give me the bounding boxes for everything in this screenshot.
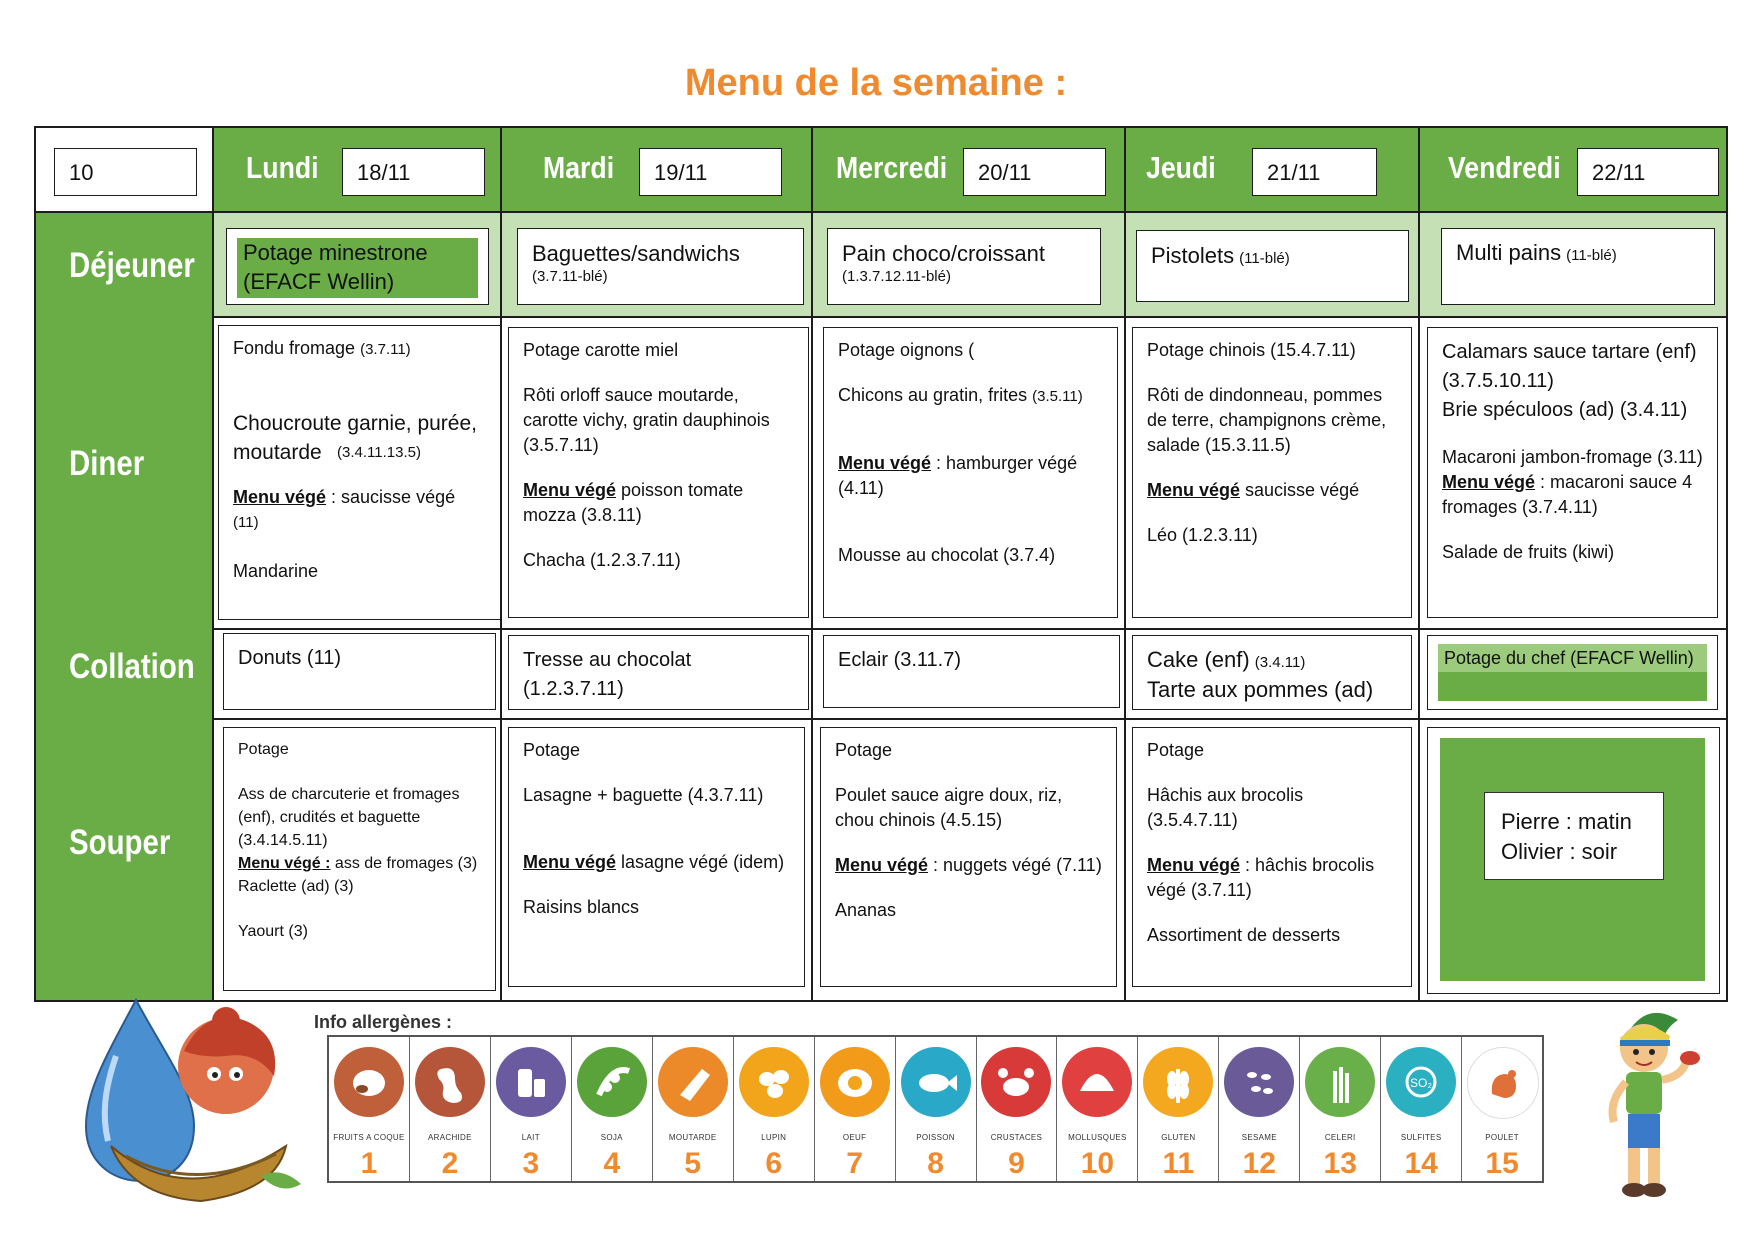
column-divider bbox=[811, 128, 813, 1000]
collation-jeudi-line2: Tarte aux pommes (ad) bbox=[1147, 677, 1374, 702]
dejeuner-mercredi-main: Pain choco/croissant bbox=[842, 241, 1045, 266]
allergen-name: OEUF bbox=[842, 1133, 867, 1142]
souper-jeudi[interactable] bbox=[1132, 727, 1412, 987]
diner-mercredi-plat: Chicons au gratin, frites bbox=[838, 385, 1028, 405]
allergen-cell bbox=[1462, 1037, 1542, 1181]
allergen-name: SOJA bbox=[600, 1133, 623, 1142]
dejeuner-mardi[interactable] bbox=[517, 228, 804, 305]
souper-lundi-vege-label: Menu végé : bbox=[238, 855, 331, 872]
souper-jeudi-dessert: Assortiment de desserts bbox=[1147, 925, 1341, 945]
nut-icon bbox=[334, 1047, 404, 1117]
diner-vendredi-vege-text: : macaroni sauce 4 fromages (3.7.4.11) bbox=[1442, 472, 1693, 517]
date-jeudi[interactable]: 21/11 bbox=[1252, 148, 1377, 196]
allergen-cell bbox=[1138, 1037, 1219, 1181]
allergen-cell bbox=[1300, 1037, 1381, 1181]
collation-jeudi-line1: Cake (enf) bbox=[1147, 647, 1250, 672]
allergen-cell bbox=[491, 1037, 572, 1181]
allergen-number: 10 bbox=[1080, 1147, 1115, 1180]
souper-jeudi-vege-label: Menu végé bbox=[1147, 855, 1241, 875]
diner-jeudi-dessert: Léo (1.2.3.11) bbox=[1147, 525, 1258, 545]
souper-lundi-extra: Raclette (ad) (3) bbox=[238, 878, 354, 895]
staff-schedule-box[interactable] bbox=[1484, 792, 1664, 880]
souper-jeudi-vege-text: : hâchis brocolis végé (3.7.11) bbox=[1147, 855, 1375, 900]
diner-lundi-plat2-allergens: (3.4.11.13.5) bbox=[337, 444, 421, 461]
souper-mercredi[interactable] bbox=[820, 727, 1117, 987]
allergen-name: MOLLUSQUES bbox=[1068, 1133, 1127, 1142]
dejeuner-vendredi[interactable] bbox=[1441, 228, 1715, 305]
allergen-number: 5 bbox=[684, 1147, 702, 1180]
allergen-name: ARACHIDE bbox=[428, 1133, 472, 1142]
row-label-dejeuner: Déjeuner bbox=[69, 246, 195, 285]
collation-mercredi-text: Eclair (3.11.7) bbox=[838, 649, 962, 671]
allergen-number: 1 bbox=[360, 1147, 378, 1180]
row-label-diner: Diner bbox=[69, 444, 145, 483]
diner-mercredi-soupe: Potage oignons ( bbox=[838, 340, 975, 360]
diner-vendredi-line2: Brie spéculoos (ad) (3.4.11) bbox=[1442, 399, 1688, 421]
allergen-number: 12 bbox=[1242, 1147, 1276, 1180]
dejeuner-mercredi-allergens: (1.3.7.12.11-blé) bbox=[842, 268, 951, 285]
wheat-icon bbox=[1143, 1047, 1213, 1117]
diner-lundi-plat2: Choucroute garnie, purée, moutarde bbox=[233, 412, 477, 464]
column-divider bbox=[1418, 128, 1420, 1000]
allergen-name: SESAME bbox=[1241, 1133, 1277, 1142]
diner-lundi-vege-label: Menu végé bbox=[233, 487, 327, 507]
diner-jeudi-soupe: Potage chinois (15.4.7.11) bbox=[1147, 340, 1356, 360]
collation-jeudi-allergens: (3.4.11) bbox=[1254, 654, 1306, 671]
souper-lundi-plat: Ass de charcuterie et fromages (enf), crudités et baguette (3.4.14.5.11) bbox=[238, 786, 460, 849]
collation-vendredi[interactable] bbox=[1427, 635, 1718, 710]
dejeuner-vendredi-allergens: (11-blé) bbox=[1566, 247, 1617, 264]
allergen-name: MOUTARDE bbox=[668, 1133, 717, 1142]
mustard-icon bbox=[658, 1047, 728, 1117]
souper-mercredi-soupe: Potage bbox=[835, 740, 893, 760]
diner-vendredi-dessert: Salade de fruits (kiwi) bbox=[1442, 542, 1615, 562]
souper-mercredi-plat: Poulet sauce aigre doux, riz, chou chinois (4.5.15) bbox=[835, 785, 1063, 830]
diner-mardi-vege-label: Menu végé bbox=[523, 480, 617, 500]
allergen-number: 11 bbox=[1162, 1147, 1195, 1180]
allergen-cell bbox=[1057, 1037, 1138, 1181]
diner-mardi[interactable] bbox=[508, 327, 809, 618]
dejeuner-jeudi-allergens: (11-blé) bbox=[1239, 250, 1290, 267]
souper-jeudi-plat: Hâchis aux brocolis (3.5.4.7.11) bbox=[1147, 785, 1304, 830]
row-header-column bbox=[36, 213, 212, 1000]
diner-lundi-dessert: Mandarine bbox=[233, 561, 319, 581]
page-title: Menu de la semaine : bbox=[684, 62, 1068, 104]
dejeuner-jeudi[interactable] bbox=[1136, 230, 1409, 302]
day-name-lundi: Lundi bbox=[246, 150, 319, 185]
allergen-name: LAIT bbox=[521, 1133, 540, 1142]
souper-jeudi-soupe: Potage bbox=[1147, 740, 1205, 760]
dejeuner-mercredi[interactable] bbox=[827, 228, 1101, 305]
souper-mercredi-dessert: Ananas bbox=[835, 900, 897, 920]
allergen-cell bbox=[410, 1037, 491, 1181]
collation-mercredi[interactable] bbox=[823, 635, 1120, 708]
allergen-name: FRUITS A COQUE bbox=[333, 1133, 405, 1142]
egg-icon bbox=[820, 1047, 890, 1117]
allergen-cell bbox=[734, 1037, 815, 1181]
souper-mercredi-vege-label: Menu végé bbox=[835, 855, 929, 875]
date-mercredi[interactable]: 20/11 bbox=[963, 148, 1106, 196]
diner-mercredi-dessert: Mousse au chocolat (3.7.4) bbox=[838, 545, 1056, 565]
souper-mardi-vege-text: lasagne végé (idem) bbox=[616, 852, 785, 872]
allergen-cell bbox=[977, 1037, 1058, 1181]
shell-icon bbox=[1062, 1047, 1132, 1117]
allergen-number: 3 bbox=[522, 1147, 540, 1180]
diner-vendredi-plat: Macaroni jambon-fromage (3.11) bbox=[1442, 447, 1703, 467]
souper-mardi[interactable] bbox=[508, 727, 805, 987]
date-lundi[interactable]: 18/11 bbox=[342, 148, 485, 196]
diner-jeudi-vege-label: Menu végé bbox=[1147, 480, 1241, 500]
day-name-jeudi: Jeudi bbox=[1146, 150, 1216, 185]
diner-mercredi[interactable] bbox=[823, 327, 1118, 618]
dejeuner-lundi[interactable] bbox=[226, 228, 489, 305]
collation-lundi-text: Donuts (11) bbox=[238, 647, 342, 669]
allergen-name: CRUSTACES bbox=[990, 1133, 1043, 1142]
celery-icon bbox=[1305, 1047, 1375, 1117]
allergen-cell bbox=[572, 1037, 653, 1181]
allergen-cell bbox=[329, 1037, 410, 1181]
allergen-number: 13 bbox=[1323, 1147, 1357, 1180]
collation-lundi[interactable] bbox=[223, 633, 496, 710]
column-divider bbox=[1124, 128, 1126, 1000]
collation-mardi[interactable] bbox=[508, 635, 809, 710]
diner-lundi-vege-allergens: (11) bbox=[233, 514, 259, 531]
row-label-collation: Collation bbox=[69, 647, 195, 686]
collation-jeudi[interactable] bbox=[1132, 635, 1412, 710]
souper-lundi[interactable] bbox=[223, 727, 496, 991]
diner-jeudi-plat: Rôti de dindonneau, pommes de terre, champignons crème, salade (15.3.11.5) bbox=[1147, 385, 1387, 455]
dejeuner-lundi-line2: (EFACF Wellin) bbox=[243, 269, 395, 294]
diner-jeudi-vege-text: saucisse végé bbox=[1240, 480, 1360, 500]
collation-mardi-text: Tresse au chocolat (1.2.3.7.11) bbox=[523, 649, 692, 700]
allergen-name: POISSON bbox=[916, 1133, 955, 1142]
allergen-cell bbox=[896, 1037, 977, 1181]
diner-mardi-soupe: Potage carotte miel bbox=[523, 340, 679, 360]
souper-mardi-soupe: Potage bbox=[523, 740, 581, 760]
allergen-number: 2 bbox=[441, 1147, 459, 1180]
allergen-number: 4 bbox=[603, 1147, 621, 1180]
milk-icon bbox=[496, 1047, 566, 1117]
allergen-number: 15 bbox=[1485, 1147, 1519, 1180]
diner-lundi-vege-text: : saucisse végé bbox=[326, 487, 456, 507]
allergen-number: 9 bbox=[1008, 1147, 1025, 1180]
diner-mardi-vege-text: poisson tomate mozza (3.8.11) bbox=[523, 480, 744, 525]
dejeuner-lundi-line1: Potage minestrone bbox=[243, 240, 428, 265]
allergens-title: Info allergènes : bbox=[314, 1012, 453, 1032]
day-name-mardi: Mardi bbox=[543, 150, 615, 185]
allergen-cell bbox=[1381, 1037, 1462, 1181]
allergen-cell bbox=[653, 1037, 734, 1181]
crab-icon bbox=[981, 1047, 1051, 1117]
staff-morning: Pierre : matin bbox=[1501, 809, 1632, 834]
diner-mercredi-vege-label: Menu végé bbox=[838, 453, 932, 473]
diner-lundi-plat1: Fondu fromage bbox=[233, 338, 356, 358]
dejeuner-mardi-main: Baguettes/sandwichs bbox=[532, 241, 740, 266]
allergen-cell bbox=[1219, 1037, 1300, 1181]
allergen-name: LUPIN bbox=[761, 1133, 787, 1142]
diner-lundi-plat1-allergens: (3.7.11) bbox=[360, 341, 411, 358]
allergen-number: 7 bbox=[846, 1147, 863, 1180]
staff-evening: Olivier : soir bbox=[1501, 839, 1618, 864]
allergen-number: 6 bbox=[765, 1147, 782, 1180]
svg-text:SO₂: SO₂ bbox=[1410, 1076, 1433, 1090]
soy-icon bbox=[577, 1047, 647, 1117]
dejeuner-vendredi-main: Multi pains bbox=[1456, 240, 1562, 265]
souper-lundi-vege-text: ass de fromages (3) bbox=[330, 855, 478, 872]
souper-mardi-dessert: Raisins blancs bbox=[523, 897, 640, 917]
diner-mardi-dessert: Chacha (1.2.3.7.11) bbox=[523, 550, 681, 570]
fish-icon bbox=[901, 1047, 971, 1117]
diner-mercredi-vege-text: : hamburger végé (4.11) bbox=[838, 453, 1078, 498]
chicken-icon bbox=[1467, 1047, 1539, 1119]
collation-vendredi-text: Potage du chef (EFACF Wellin) bbox=[1438, 644, 1707, 672]
dejeuner-jeudi-main: Pistolets bbox=[1151, 243, 1235, 268]
diner-lundi[interactable] bbox=[218, 325, 501, 620]
allergen-number: 8 bbox=[927, 1147, 944, 1180]
day-name-mercredi: Mercredi bbox=[836, 150, 948, 185]
diner-mardi-plat: Rôti orloff sauce moutarde, carotte vichy, gratin dauphinois (3.5.7.11) bbox=[523, 385, 770, 455]
mascot-explorer-illustration bbox=[1586, 1006, 1706, 1202]
sulfite-icon bbox=[1386, 1047, 1456, 1117]
allergen-name: POULET bbox=[1485, 1133, 1519, 1142]
row-label-souper: Souper bbox=[69, 823, 171, 862]
diner-jeudi[interactable] bbox=[1132, 327, 1412, 618]
souper-lundi-soupe: Potage bbox=[238, 741, 289, 758]
souper-mardi-plat: Lasagne + baguette (4.3.7.11) bbox=[523, 785, 764, 805]
allergen-name: CELERI bbox=[1324, 1133, 1356, 1142]
souper-mardi-vege-label: Menu végé bbox=[523, 852, 617, 872]
lupin-icon bbox=[739, 1047, 809, 1117]
allergen-cell bbox=[815, 1037, 896, 1181]
souper-mercredi-vege-text: : nuggets végé (7.11) bbox=[928, 855, 1102, 875]
allergen-name: SULFITES bbox=[1400, 1133, 1442, 1142]
diner-mercredi-plat-allergens: (3.5.11) bbox=[1032, 388, 1083, 405]
souper-lundi-dessert: Yaourt (3) bbox=[238, 923, 308, 940]
allergen-number: 14 bbox=[1404, 1147, 1438, 1180]
sesame-icon bbox=[1224, 1047, 1294, 1117]
allergen-name: GLUTEN bbox=[1161, 1133, 1196, 1142]
allergens-table bbox=[327, 1035, 1544, 1183]
dejeuner-mardi-allergens: (3.7.11-blé) bbox=[532, 268, 608, 285]
diner-vendredi-vege-label: Menu végé bbox=[1442, 472, 1536, 492]
peanut-icon bbox=[415, 1047, 485, 1117]
diner-vendredi-line1: Calamars sauce tartare (enf) (3.7.5.10.11) bbox=[1442, 341, 1697, 392]
mascot-drop-illustration bbox=[76, 996, 306, 1210]
day-name-vendredi: Vendredi bbox=[1448, 150, 1561, 185]
date-vendredi[interactable]: 22/11 bbox=[1577, 148, 1719, 196]
date-mardi[interactable]: 19/11 bbox=[639, 148, 782, 196]
week-number[interactable]: 10 bbox=[54, 148, 197, 196]
diner-vendredi[interactable] bbox=[1427, 327, 1718, 618]
